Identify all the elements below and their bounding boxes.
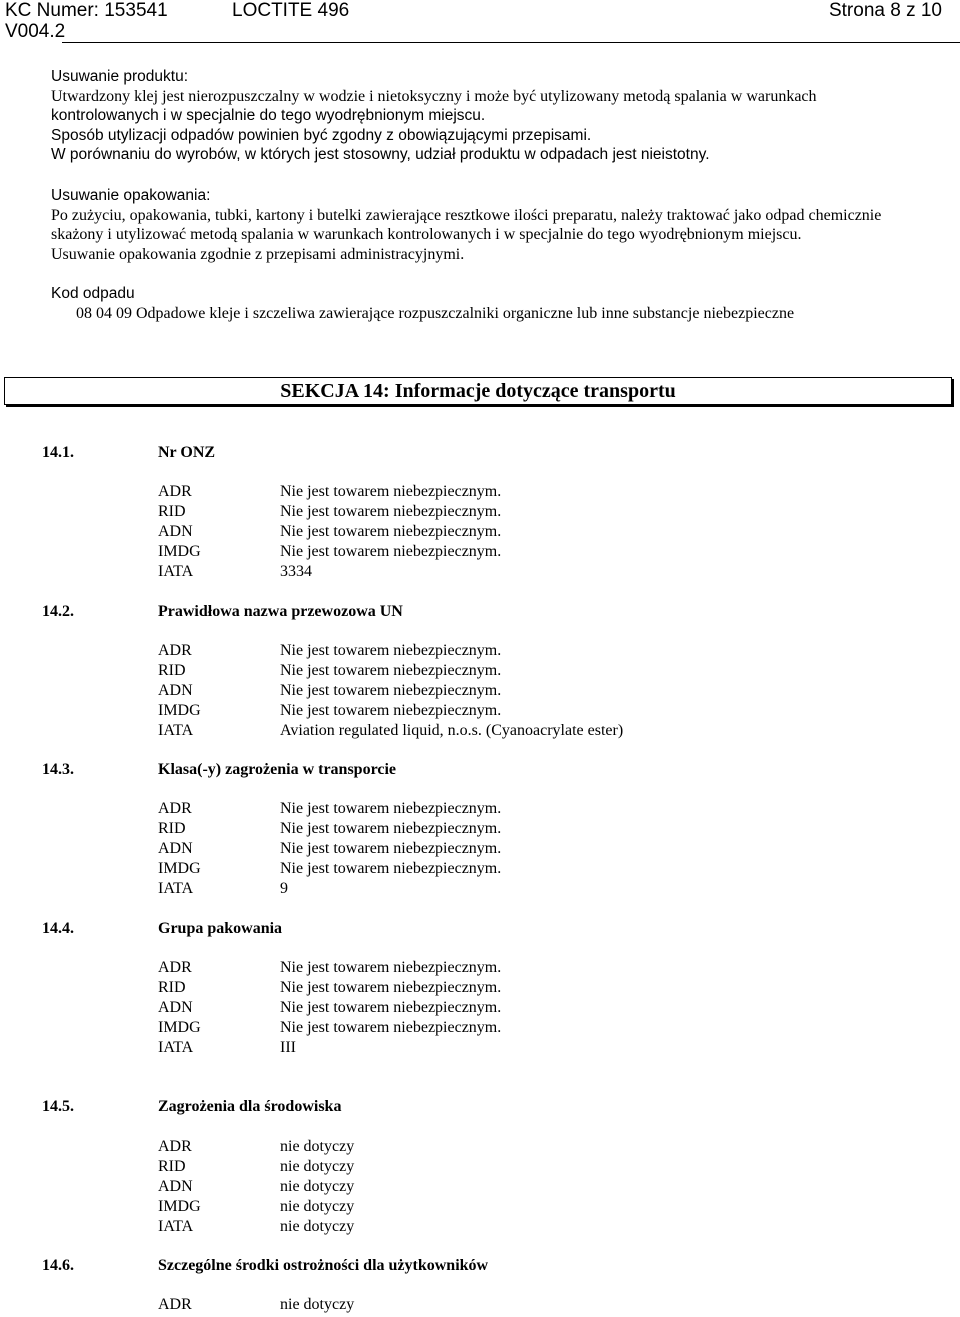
product-disposal-line: Sposób utylizacji odpadów powinien być zgodny z obowiązującymi przepisami. bbox=[51, 126, 592, 144]
subsection-number: 14.6. bbox=[42, 1257, 74, 1274]
transport-code: ADR bbox=[158, 1138, 192, 1155]
transport-code: IATA bbox=[158, 722, 194, 739]
transport-code: ADR bbox=[158, 483, 192, 500]
header-kc-number: KC Numer: 153541 bbox=[5, 0, 168, 21]
subsection-number: 14.2. bbox=[42, 603, 74, 620]
transport-code: ADR bbox=[158, 1296, 192, 1313]
subsection-14-5-heading bbox=[42, 1098, 341, 1116]
transport-value: 9 bbox=[280, 880, 288, 897]
subsection-title: Grupa pakowania bbox=[158, 920, 283, 937]
packaging-disposal-line: skażony i utylizować metodą spalania w warunkach kontrolowanych i w specjalnie do tego wyodrębnionym miejscu. bbox=[51, 226, 802, 243]
transport-code: RID bbox=[158, 1158, 186, 1175]
packaging-disposal-title: Usuwanie opakowania: bbox=[51, 187, 211, 204]
transport-value: Nie jest towarem niebezpiecznym. bbox=[280, 483, 502, 500]
subsection-14-2-heading bbox=[42, 603, 403, 621]
header-version: V004.2 bbox=[5, 21, 66, 42]
header-page-number: Strona 8 z 10 bbox=[828, 0, 942, 21]
packaging-disposal-line: Usuwanie opakowania zgodnie z przepisami administracyjnymi. bbox=[51, 245, 465, 263]
header-divider bbox=[62, 42, 960, 43]
transport-value: Nie jest towarem niebezpiecznym. bbox=[280, 1019, 502, 1036]
subsection-number: 14.4. bbox=[42, 920, 74, 937]
section-14-heading-box bbox=[4, 377, 952, 405]
transport-value: Aviation regulated liquid, n.o.s. (Cyanoacrylate ester) bbox=[280, 722, 624, 739]
transport-value: Nie jest towarem niebezpiecznym. bbox=[280, 959, 502, 976]
subsection-number: 14.5. bbox=[42, 1098, 74, 1115]
transport-value: nie dotyczy bbox=[280, 1178, 355, 1195]
subsection-number: 14.3. bbox=[42, 761, 74, 778]
packaging-disposal-line: Po zużyciu, opakowania, tubki, kartony i butelki zawierające resztkowe ilości preparatu, należy traktować jako odpad chemicznie bbox=[51, 206, 882, 224]
transport-code: IMDG bbox=[158, 1198, 201, 1215]
transport-value: Nie jest towarem niebezpiecznym. bbox=[280, 642, 502, 659]
transport-value: III bbox=[280, 1039, 296, 1056]
transport-code: ADN bbox=[158, 1178, 193, 1195]
section-14-title: SEKCJA 14: Informacje dotyczące transportu bbox=[280, 380, 676, 402]
packaging-disposal-block bbox=[51, 186, 951, 264]
transport-value: nie dotyczy bbox=[280, 1198, 355, 1215]
waste-code-title: Kod odpadu bbox=[51, 285, 135, 302]
product-disposal-title: Usuwanie produktu: bbox=[51, 68, 188, 85]
transport-value: Nie jest towarem niebezpiecznym. bbox=[280, 682, 502, 699]
waste-code-text: 08 04 09 Odpadowe kleje i szczeliwa zawierające rozpuszczalniki organiczne lub inne substancje niebezpieczne bbox=[76, 305, 795, 322]
transport-value: Nie jest towarem niebezpiecznym. bbox=[280, 800, 502, 817]
transport-code: ADN bbox=[158, 999, 193, 1016]
transport-value: Nie jest towarem niebezpiecznym. bbox=[280, 840, 502, 857]
transport-code: IMDG bbox=[158, 860, 201, 877]
transport-code: IMDG bbox=[158, 543, 201, 560]
transport-value: Nie jest towarem niebezpiecznym. bbox=[280, 979, 502, 996]
transport-code: IMDG bbox=[158, 702, 201, 719]
transport-value: Nie jest towarem niebezpiecznym. bbox=[280, 523, 502, 540]
transport-value: nie dotyczy bbox=[280, 1296, 355, 1313]
transport-code: RID bbox=[158, 662, 186, 679]
transport-value: Nie jest towarem niebezpiecznym. bbox=[280, 503, 502, 520]
subsection-14-3-heading bbox=[42, 761, 396, 779]
transport-code: ADR bbox=[158, 959, 192, 976]
transport-code: ADR bbox=[158, 800, 192, 817]
transport-code: RID bbox=[158, 979, 186, 996]
product-disposal-line: Utwardzony klej jest nierozpuszczalny w wodzie i nietoksyczny i może być utylizowany metodą spalania w warunkach bbox=[51, 87, 817, 105]
transport-code: IATA bbox=[158, 563, 194, 580]
transport-code: ADN bbox=[158, 523, 193, 540]
transport-value: nie dotyczy bbox=[280, 1158, 355, 1175]
transport-value: Nie jest towarem niebezpiecznym. bbox=[280, 662, 502, 679]
subsection-14-6-heading bbox=[42, 1257, 488, 1275]
product-disposal-block bbox=[51, 67, 951, 165]
transport-code: IATA bbox=[158, 1218, 194, 1235]
transport-value: Nie jest towarem niebezpiecznym. bbox=[280, 860, 502, 877]
subsection-number: 14.1. bbox=[42, 444, 74, 461]
transport-value: nie dotyczy bbox=[280, 1138, 355, 1155]
product-disposal-line: W porównaniu do wyrobów, w których jest stosowny, udział produktu w odpadach jest nieistotny. bbox=[51, 146, 710, 163]
subsection-14-4-heading bbox=[42, 920, 282, 938]
transport-code: IMDG bbox=[158, 1019, 201, 1036]
transport-value: Nie jest towarem niebezpiecznym. bbox=[280, 702, 502, 719]
transport-value: Nie jest towarem niebezpiecznym. bbox=[280, 999, 502, 1016]
transport-value: Nie jest towarem niebezpiecznym. bbox=[280, 820, 502, 837]
transport-code: IATA bbox=[158, 880, 194, 897]
transport-code: RID bbox=[158, 820, 186, 837]
subsection-14-1-heading bbox=[42, 444, 215, 462]
header-product-name: LOCTITE 496 bbox=[232, 0, 350, 21]
transport-value: 3334 bbox=[280, 563, 312, 580]
transport-code: IATA bbox=[158, 1039, 194, 1056]
transport-value: Nie jest towarem niebezpiecznym. bbox=[280, 543, 502, 560]
subsection-title: Prawidłowa nazwa przewozowa UN bbox=[158, 603, 403, 620]
subsection-title: Klasa(-y) zagrożenia w transporcie bbox=[158, 761, 397, 778]
transport-code: ADN bbox=[158, 840, 193, 857]
transport-code: ADN bbox=[158, 682, 193, 699]
subsection-title: Szczególne środki ostrożności dla użytkowników bbox=[158, 1257, 489, 1274]
subsection-title: Zagrożenia dla środowiska bbox=[158, 1098, 342, 1115]
transport-code: ADR bbox=[158, 642, 192, 659]
transport-code: RID bbox=[158, 503, 186, 520]
transport-value: nie dotyczy bbox=[280, 1218, 355, 1235]
product-disposal-line: kontrolowanych i w specjalnie do tego wyodrębnionym miejscu. bbox=[51, 107, 486, 124]
subsection-title: Nr ONZ bbox=[158, 444, 216, 461]
